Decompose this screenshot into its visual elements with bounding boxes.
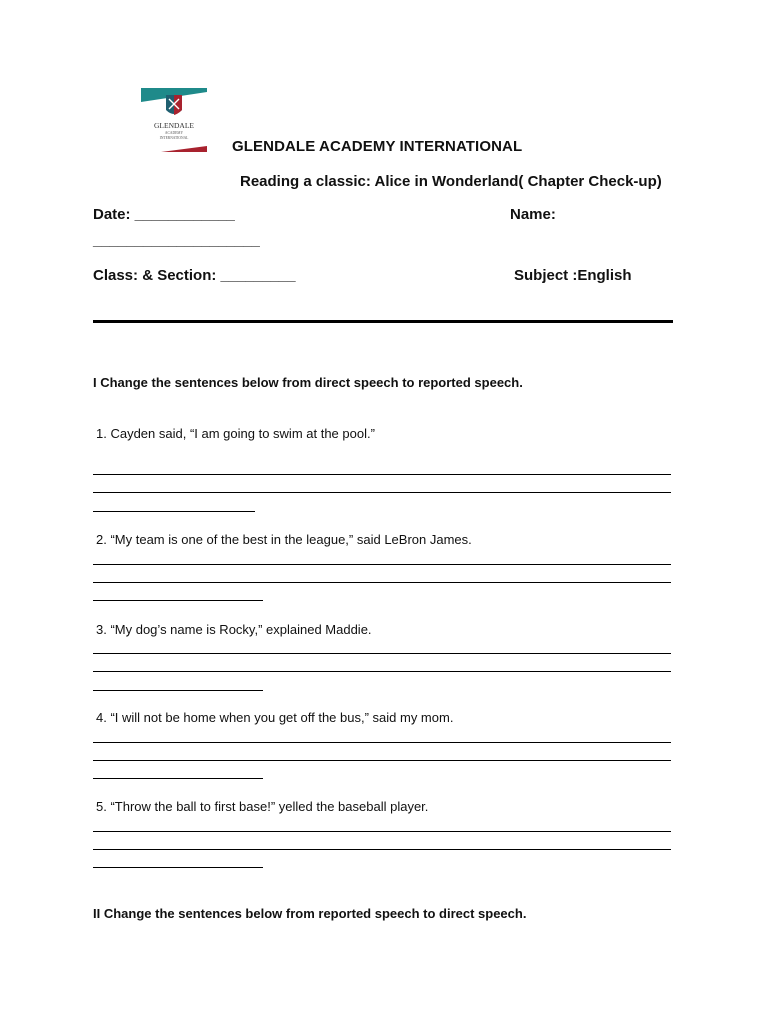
answer-line[interactable] — [93, 778, 263, 779]
header-divider — [93, 320, 673, 323]
question-5: 5. “Throw the ball to first base!” yelled the baseball player. — [96, 799, 429, 814]
answer-line[interactable] — [93, 582, 671, 583]
logo-crest-icon — [141, 88, 207, 152]
answer-line[interactable] — [93, 690, 263, 691]
section-1-instruction: I Change the sentences below from direct speech to reported speech. — [93, 375, 523, 390]
school-logo — [141, 88, 207, 152]
logo-text-line-2: ACADEMY — [164, 131, 184, 135]
answer-line[interactable] — [93, 671, 671, 672]
answer-line[interactable] — [93, 600, 263, 601]
logo-text-line-3: INTERNATIONAL — [159, 136, 189, 140]
answer-line[interactable] — [93, 564, 671, 565]
date-field[interactable]: Date: ____________ — [93, 206, 235, 223]
school-name: GLENDALE ACADEMY INTERNATIONAL — [232, 138, 523, 155]
question-2: 2. “My team is one of the best in the league,” said LeBron James. — [96, 532, 472, 547]
answer-line[interactable] — [93, 474, 671, 475]
answer-line[interactable] — [93, 849, 671, 850]
answer-line[interactable] — [93, 867, 263, 868]
name-field[interactable]: ____________________ — [93, 232, 260, 249]
question-3: 3. “My dog’s name is Rocky,” explained Maddie. — [96, 622, 372, 637]
answer-line[interactable] — [93, 492, 671, 493]
subject-label: Subject :English — [514, 267, 632, 284]
answer-line[interactable] — [93, 511, 255, 512]
answer-line[interactable] — [93, 831, 671, 832]
answer-line[interactable] — [93, 653, 671, 654]
logo-text-line-1: GLENDALE — [154, 121, 194, 130]
answer-line[interactable] — [93, 742, 671, 743]
section-2-instruction: II Change the sentences below from reported speech to direct speech. — [93, 906, 527, 921]
name-label: Name: — [510, 206, 556, 223]
question-4: 4. “I will not be home when you get off the bus,” said my mom. — [96, 710, 454, 725]
worksheet-title: Reading a classic: Alice in Wonderland( Chapter Check-up) — [240, 173, 662, 190]
question-1: 1. Cayden said, “I am going to swim at the pool.” — [96, 426, 375, 441]
answer-line[interactable] — [93, 760, 671, 761]
class-section-field[interactable]: Class: & Section: _________ — [93, 267, 296, 284]
